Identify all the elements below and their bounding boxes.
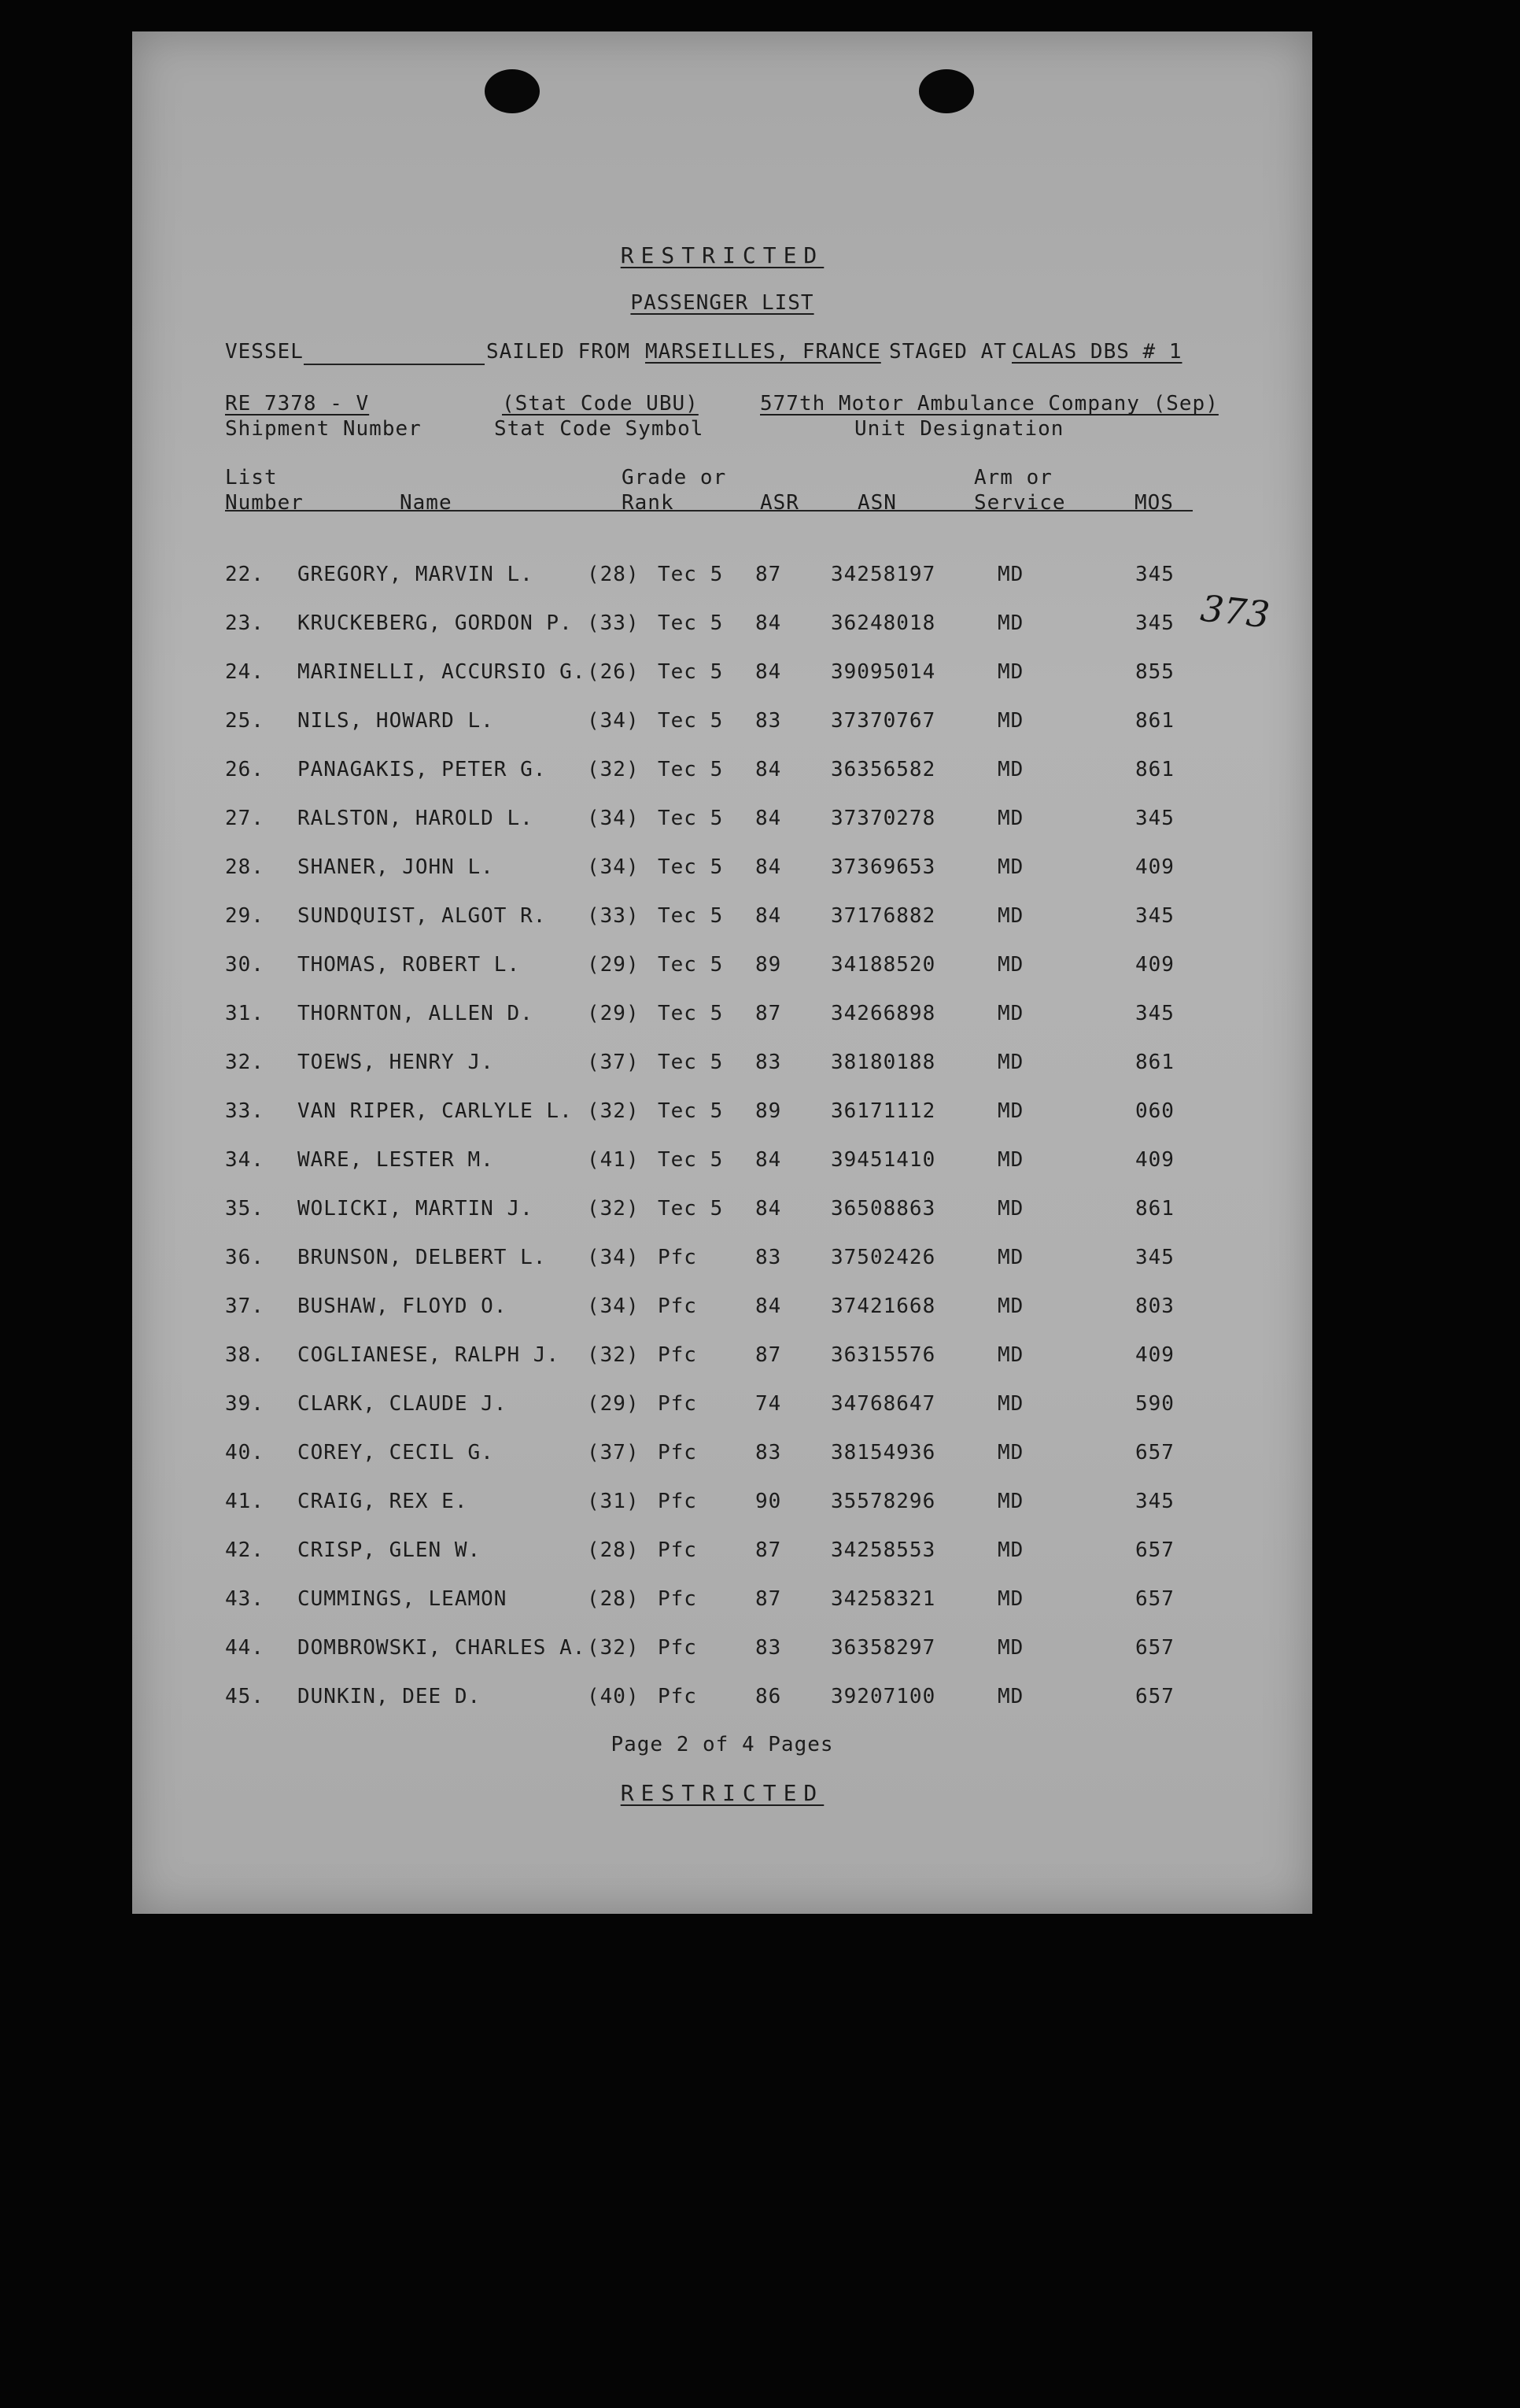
column-header-asr: ASR: [760, 491, 799, 515]
cell-asn: 37370767: [831, 709, 936, 733]
cell-asr: 90: [755, 1490, 782, 1513]
cell-arm: MD: [998, 709, 1024, 733]
cell-grade: Tec 5: [658, 1197, 724, 1221]
classification-header: RESTRICTED: [620, 242, 825, 268]
cell-mos: 803: [1135, 1294, 1175, 1318]
table-row: [132, 1002, 1312, 1051]
shipment-number-value: RE 7378 - V: [225, 392, 370, 415]
cell-asn: 36358297: [831, 1636, 936, 1660]
cell-mos: 657: [1135, 1441, 1175, 1464]
cell-age: (37): [587, 1051, 640, 1074]
cell-arm: MD: [998, 1246, 1024, 1269]
cell-arm: MD: [998, 758, 1024, 781]
table-row: [132, 1392, 1312, 1441]
table-row: [132, 1246, 1312, 1294]
cell-asr: 84: [755, 1294, 782, 1318]
cell-mos: 345: [1135, 1490, 1175, 1513]
cell-asn: 39451410: [831, 1148, 936, 1172]
cell-num: 45.: [225, 1685, 264, 1708]
cell-asr: 83: [755, 1051, 782, 1074]
cell-num: 24.: [225, 660, 264, 684]
cell-num: 22.: [225, 563, 264, 586]
cell-arm: MD: [998, 1197, 1024, 1221]
table-row: [132, 1197, 1312, 1246]
column-header-grade: Grade or: [622, 466, 727, 489]
table-row: [132, 709, 1312, 758]
cell-asn: 37502426: [831, 1246, 936, 1269]
table-row: [132, 904, 1312, 953]
cell-age: (33): [587, 611, 640, 635]
column-header-arm: Arm or: [974, 466, 1053, 489]
cell-name: WOLICKI, MARTIN J.: [297, 1197, 533, 1221]
cell-num: 39.: [225, 1392, 264, 1416]
table-row: [132, 807, 1312, 855]
document-title: PASSENGER LIST: [630, 291, 814, 315]
cell-num: 25.: [225, 709, 264, 733]
cell-asn: 35578296: [831, 1490, 936, 1513]
cell-asn: 37370278: [831, 807, 936, 830]
cell-arm: MD: [998, 563, 1024, 586]
table-row: [132, 1490, 1312, 1538]
cell-age: (34): [587, 1246, 640, 1269]
cell-asr: 74: [755, 1392, 782, 1416]
cell-asn: 36356582: [831, 758, 936, 781]
table-row: [132, 1051, 1312, 1099]
stat-code-label: Stat Code Symbol: [494, 417, 704, 441]
cell-grade: Tec 5: [658, 758, 724, 781]
cell-mos: 409: [1135, 1148, 1175, 1172]
cell-asn: 39207100: [831, 1685, 936, 1708]
cell-age: (34): [587, 709, 640, 733]
cell-num: 32.: [225, 1051, 264, 1074]
cell-mos: 345: [1135, 1246, 1175, 1269]
cell-mos: 345: [1135, 904, 1175, 928]
cell-grade: Tec 5: [658, 1099, 724, 1123]
cell-mos: 861: [1135, 1197, 1175, 1221]
cell-asr: 87: [755, 563, 782, 586]
cell-mos: 657: [1135, 1587, 1175, 1611]
cell-num: 33.: [225, 1099, 264, 1123]
table-row: [132, 1294, 1312, 1343]
cell-asn: 37421668: [831, 1294, 936, 1318]
cell-grade: Tec 5: [658, 660, 724, 684]
cell-arm: MD: [998, 1148, 1024, 1172]
cell-age: (29): [587, 1002, 640, 1025]
cell-age: (26): [587, 660, 640, 684]
cell-num: 40.: [225, 1441, 264, 1464]
cell-grade: Pfc: [658, 1636, 697, 1660]
cell-mos: 345: [1135, 611, 1175, 635]
table-row: [132, 855, 1312, 904]
unit-value: 577th Motor Ambulance Company (Sep): [760, 392, 1219, 415]
cell-grade: Tec 5: [658, 904, 724, 928]
cell-asr: 83: [755, 709, 782, 733]
cell-name: CLARK, CLAUDE J.: [297, 1392, 507, 1416]
cell-name: SHANER, JOHN L.: [297, 855, 494, 879]
cell-mos: 657: [1135, 1538, 1175, 1562]
cell-name: DOMBROWSKI, CHARLES A.: [297, 1636, 586, 1660]
table-row: [132, 953, 1312, 1002]
column-header-rank: Rank: [622, 491, 674, 515]
cell-grade: Pfc: [658, 1685, 697, 1708]
cell-asn: 34258321: [831, 1587, 936, 1611]
table-row: [132, 1538, 1312, 1587]
cell-age: (28): [587, 563, 640, 586]
cell-mos: 861: [1135, 1051, 1175, 1074]
cell-name: CUMMINGS, LEAMON: [297, 1587, 507, 1611]
staged-at-label: STAGED AT: [889, 340, 1007, 364]
cell-asn: 37176882: [831, 904, 936, 928]
cell-name: VAN RIPER, CARLYLE L.: [297, 1099, 573, 1123]
cell-arm: MD: [998, 1051, 1024, 1074]
cell-num: 29.: [225, 904, 264, 928]
cell-num: 43.: [225, 1587, 264, 1611]
cell-mos: 855: [1135, 660, 1175, 684]
cell-arm: MD: [998, 953, 1024, 977]
cell-grade: Pfc: [658, 1490, 697, 1513]
cell-num: 34.: [225, 1148, 264, 1172]
cell-mos: 657: [1135, 1636, 1175, 1660]
cell-name: COGLIANESE, RALPH J.: [297, 1343, 560, 1367]
cell-grade: Tec 5: [658, 1002, 724, 1025]
cell-asn: 36248018: [831, 611, 936, 635]
cell-name: BUSHAW, FLOYD O.: [297, 1294, 507, 1318]
cell-name: BRUNSON, DELBERT L.: [297, 1246, 547, 1269]
cell-arm: MD: [998, 1441, 1024, 1464]
cell-num: 31.: [225, 1002, 264, 1025]
cell-mos: 409: [1135, 855, 1175, 879]
cell-arm: MD: [998, 1099, 1024, 1123]
cell-age: (34): [587, 855, 640, 879]
cell-age: (34): [587, 1294, 640, 1318]
staged-at-value: CALAS DBS # 1: [1012, 340, 1182, 364]
column-header-number: Number: [225, 491, 304, 515]
punch-hole: [919, 69, 974, 113]
table-row: [132, 1587, 1312, 1636]
cell-name: PANAGAKIS, PETER G.: [297, 758, 547, 781]
table-row: [132, 758, 1312, 807]
cell-arm: MD: [998, 1392, 1024, 1416]
cell-asn: 36508863: [831, 1197, 936, 1221]
cell-num: 30.: [225, 953, 264, 977]
classification-footer: RESTRICTED: [620, 1780, 825, 1806]
cell-num: 27.: [225, 807, 264, 830]
shipment-number-label: Shipment Number: [225, 417, 422, 441]
cell-num: 41.: [225, 1490, 264, 1513]
cell-asn: 37369653: [831, 855, 936, 879]
cell-asr: 84: [755, 807, 782, 830]
vessel-blank-line: [304, 364, 485, 365]
cell-age: (28): [587, 1587, 640, 1611]
cell-name: RALSTON, HAROLD L.: [297, 807, 533, 830]
column-header-service: Service: [974, 491, 1066, 515]
sailed-from-label: SAILED FROM: [486, 340, 631, 364]
cell-name: WARE, LESTER M.: [297, 1148, 494, 1172]
table-row: [132, 1685, 1312, 1734]
cell-grade: Tec 5: [658, 855, 724, 879]
cell-name: MARINELLI, ACCURSIO G.: [297, 660, 586, 684]
cell-grade: Pfc: [658, 1392, 697, 1416]
cell-name: GREGORY, MARVIN L.: [297, 563, 533, 586]
table-row: [132, 1148, 1312, 1197]
cell-mos: 657: [1135, 1685, 1175, 1708]
cell-name: DUNKIN, DEE D.: [297, 1685, 481, 1708]
cell-name: TOEWS, HENRY J.: [297, 1051, 494, 1074]
cell-asr: 89: [755, 953, 782, 977]
cell-name: COREY, CECIL G.: [297, 1441, 494, 1464]
column-header-name: Name: [400, 491, 452, 515]
stat-code-value: (Stat Code UBU): [502, 392, 699, 415]
cell-arm: MD: [998, 660, 1024, 684]
cell-asn: 34188520: [831, 953, 936, 977]
cell-grade: Pfc: [658, 1441, 697, 1464]
cell-mos: 345: [1135, 807, 1175, 830]
cell-asn: 34266898: [831, 1002, 936, 1025]
table-row: [132, 611, 1312, 660]
cell-age: (37): [587, 1441, 640, 1464]
cell-grade: Tec 5: [658, 611, 724, 635]
cell-arm: MD: [998, 1636, 1024, 1660]
cell-grade: Pfc: [658, 1587, 697, 1611]
cell-age: (33): [587, 904, 640, 928]
cell-mos: 409: [1135, 1343, 1175, 1367]
cell-arm: MD: [998, 611, 1024, 635]
cell-age: (34): [587, 807, 640, 830]
cell-asn: 34768647: [831, 1392, 936, 1416]
cell-asn: 38180188: [831, 1051, 936, 1074]
cell-name: SUNDQUIST, ALGOT R.: [297, 904, 547, 928]
cell-num: 38.: [225, 1343, 264, 1367]
cell-name: THOMAS, ROBERT L.: [297, 953, 521, 977]
cell-asr: 87: [755, 1002, 782, 1025]
cell-age: (29): [587, 1392, 640, 1416]
cell-grade: Pfc: [658, 1294, 697, 1318]
cell-asr: 84: [755, 904, 782, 928]
cell-age: (32): [587, 1197, 640, 1221]
cell-asr: 84: [755, 758, 782, 781]
cell-asn: 39095014: [831, 660, 936, 684]
cell-grade: Tec 5: [658, 807, 724, 830]
cell-name: CRISP, GLEN W.: [297, 1538, 481, 1562]
cell-mos: 409: [1135, 953, 1175, 977]
cell-asr: 86: [755, 1685, 782, 1708]
cell-asr: 83: [755, 1441, 782, 1464]
column-header-mos: MOS: [1134, 491, 1174, 515]
cell-asr: 87: [755, 1587, 782, 1611]
cell-grade: Pfc: [658, 1538, 697, 1562]
cell-arm: MD: [998, 1002, 1024, 1025]
cell-num: 35.: [225, 1197, 264, 1221]
cell-arm: MD: [998, 1343, 1024, 1367]
cell-arm: MD: [998, 807, 1024, 830]
cell-age: (32): [587, 1636, 640, 1660]
cell-num: 37.: [225, 1294, 264, 1318]
table-row: [132, 563, 1312, 611]
document-page: [132, 31, 1312, 1914]
column-header-list: List: [225, 466, 278, 489]
sailed-from-value: MARSEILLES, FRANCE: [645, 340, 881, 364]
unit-label: Unit Designation: [854, 417, 1064, 441]
cell-asn: 34258553: [831, 1538, 936, 1562]
page-info: Page 2 of 4 Pages: [611, 1733, 834, 1756]
cell-mos: 345: [1135, 1002, 1175, 1025]
cell-asr: 84: [755, 855, 782, 879]
cell-age: (28): [587, 1538, 640, 1562]
cell-name: THORNTON, ALLEN D.: [297, 1002, 533, 1025]
cell-arm: MD: [998, 855, 1024, 879]
cell-name: KRUCKEBERG, GORDON P.: [297, 611, 573, 635]
cell-arm: MD: [998, 1294, 1024, 1318]
cell-grade: Tec 5: [658, 563, 724, 586]
cell-grade: Tec 5: [658, 953, 724, 977]
table-row: [132, 1343, 1312, 1392]
table-row: [132, 1441, 1312, 1490]
cell-num: 36.: [225, 1246, 264, 1269]
cell-arm: MD: [998, 1685, 1024, 1708]
cell-asr: 84: [755, 1197, 782, 1221]
cell-num: 28.: [225, 855, 264, 879]
cell-num: 23.: [225, 611, 264, 635]
cell-asn: 38154936: [831, 1441, 936, 1464]
cell-asr: 83: [755, 1246, 782, 1269]
cell-num: 42.: [225, 1538, 264, 1562]
cell-asr: 84: [755, 611, 782, 635]
cell-asr: 84: [755, 660, 782, 684]
cell-age: (29): [587, 953, 640, 977]
cell-arm: MD: [998, 1587, 1024, 1611]
passenger-table: [132, 563, 1312, 1734]
cell-mos: 861: [1135, 758, 1175, 781]
cell-age: (32): [587, 1099, 640, 1123]
cell-asr: 87: [755, 1538, 782, 1562]
cell-asn: 34258197: [831, 563, 936, 586]
cell-age: (31): [587, 1490, 640, 1513]
table-row: [132, 1636, 1312, 1685]
cell-grade: Tec 5: [658, 709, 724, 733]
cell-age: (32): [587, 1343, 640, 1367]
table-row: [132, 660, 1312, 709]
cell-age: (32): [587, 758, 640, 781]
cell-grade: Pfc: [658, 1246, 697, 1269]
punch-hole: [485, 69, 540, 113]
cell-asr: 89: [755, 1099, 782, 1123]
cell-mos: 590: [1135, 1392, 1175, 1416]
cell-asn: 36171112: [831, 1099, 936, 1123]
cell-name: CRAIG, REX E.: [297, 1490, 468, 1513]
table-row: [132, 1099, 1312, 1148]
cell-grade: Tec 5: [658, 1051, 724, 1074]
header-rule: [225, 510, 1193, 512]
cell-arm: MD: [998, 1538, 1024, 1562]
cell-asr: 83: [755, 1636, 782, 1660]
handwritten-page-number: 373: [1198, 586, 1272, 637]
cell-asr: 87: [755, 1343, 782, 1367]
vessel-label: VESSEL: [225, 340, 304, 364]
cell-mos: 345: [1135, 563, 1175, 586]
cell-grade: Pfc: [658, 1343, 697, 1367]
cell-asr: 84: [755, 1148, 782, 1172]
cell-asn: 36315576: [831, 1343, 936, 1367]
column-header-asn: ASN: [858, 491, 897, 515]
cell-grade: Tec 5: [658, 1148, 724, 1172]
cell-num: 44.: [225, 1636, 264, 1660]
cell-mos: 861: [1135, 709, 1175, 733]
cell-name: NILS, HOWARD L.: [297, 709, 494, 733]
cell-age: (41): [587, 1148, 640, 1172]
cell-arm: MD: [998, 1490, 1024, 1513]
cell-num: 26.: [225, 758, 264, 781]
cell-age: (40): [587, 1685, 640, 1708]
cell-arm: MD: [998, 904, 1024, 928]
cell-mos: 060: [1135, 1099, 1175, 1123]
